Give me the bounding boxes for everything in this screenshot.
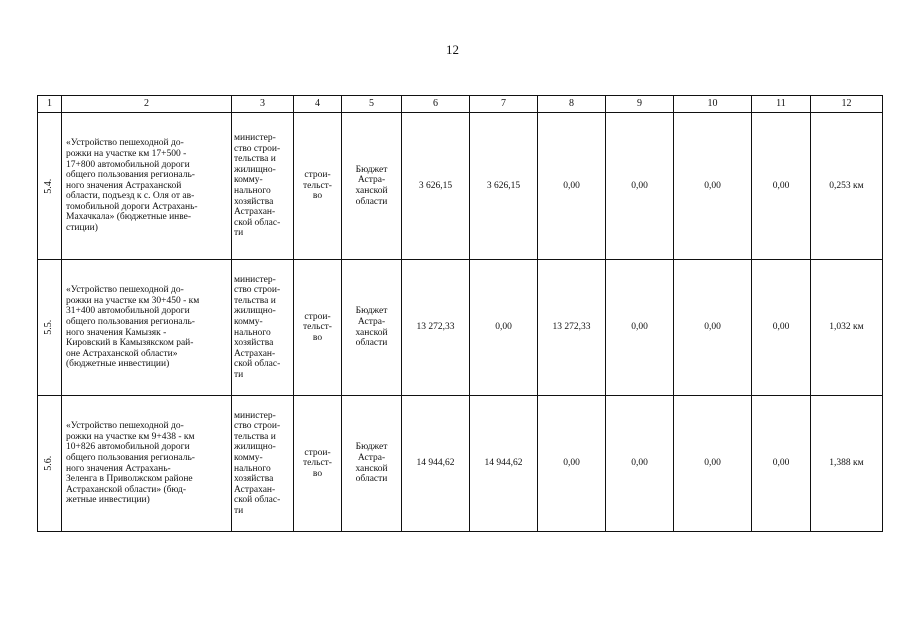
budget-source-line: ханской: [355, 463, 388, 474]
object-name-line: Махачкала» (бюджетные инве-: [66, 212, 192, 223]
value-cell: 14 944,62: [402, 396, 470, 532]
value-cell: 14 944,62: [470, 396, 538, 532]
organization-cell: [232, 260, 294, 396]
organization-line: ти: [234, 369, 244, 380]
object-name-line: «Устройство пешеходной до-: [66, 285, 184, 296]
organization-line: хозяйства: [234, 196, 274, 207]
object-name-line: жетные инвестиции): [66, 495, 150, 506]
header-row: [38, 96, 883, 113]
budget-source-line: Бюджет: [355, 442, 388, 453]
organization-line: жилищно-: [234, 164, 276, 175]
organization-line: тельства и: [234, 154, 276, 165]
object-name-line: общего пользования региональ-: [66, 316, 195, 327]
organization-line: министер-: [234, 410, 276, 421]
object-name-line: ного значения Астраханской: [66, 180, 182, 191]
organization-line: тельства и: [234, 295, 276, 306]
row-number-cell: [38, 396, 62, 532]
row-number-cell: [38, 113, 62, 260]
object-name-line: рожки на участке км 17+500 -: [66, 148, 187, 159]
object-name-line: 17+800 автомобильной дороги: [66, 159, 190, 170]
value-cell: 0,00: [606, 260, 674, 396]
column-header: 12: [811, 96, 883, 113]
object-name-cell: [62, 396, 232, 532]
value-cell: 0,00: [752, 113, 811, 260]
object-name-line: Астраханской области» (бюд-: [66, 484, 187, 495]
organization-line: хозяйства: [234, 474, 274, 485]
page-number: 12: [446, 42, 459, 57]
organization-line: нального: [234, 186, 271, 196]
organization-line: комму-: [234, 175, 263, 186]
object-name-line: области, подъезд к с. Оля от ав-: [66, 191, 195, 202]
budget-source-line: области: [355, 196, 388, 207]
activity-type-line: тельст-: [303, 458, 332, 469]
activity-type-line: строи-: [304, 447, 331, 458]
budget-source-cell: [342, 396, 402, 532]
object-name-line: Зеленга в Приволжском районе: [66, 474, 193, 485]
budget-source-line: ханской: [355, 327, 388, 338]
organization-line: ской облас-: [234, 217, 281, 228]
column-header: 7: [470, 96, 538, 113]
object-name-line: оне Астраханской области»: [66, 348, 178, 359]
activity-type-cell: [294, 113, 342, 260]
column-header: 3: [232, 96, 294, 113]
value-cell: 0,00: [674, 396, 752, 532]
value-cell: 13 272,33: [538, 260, 606, 396]
organization-line: хозяйства: [234, 338, 274, 349]
object-name-line: общего пользования региональ-: [66, 170, 195, 181]
organization-line: ство строи-: [234, 285, 281, 296]
activity-type-line: строи-: [304, 170, 331, 181]
organization-line: жилищно-: [234, 306, 276, 317]
organization-line: Астрахан-: [234, 207, 276, 218]
object-name-line: общего пользования региональ-: [66, 452, 195, 463]
column-header: 5: [342, 96, 402, 113]
object-name-line: «Устройство пешеходной до-: [66, 138, 184, 149]
activity-type-line: во: [312, 468, 323, 479]
budget-source-cell: [342, 260, 402, 396]
activity-type-line: строи-: [304, 311, 331, 322]
organization-cell: [232, 113, 294, 260]
organization-line: комму-: [234, 316, 263, 327]
budget-source-line: Бюджет: [355, 164, 388, 175]
activity-type-cell: [294, 260, 342, 396]
value-cell: 0,00: [752, 260, 811, 396]
object-name-line: стиции): [66, 223, 98, 234]
budget-source-line: Астра-: [357, 316, 386, 327]
organization-line: ти: [234, 228, 244, 239]
table-row: [38, 113, 883, 260]
column-header: 11: [752, 96, 811, 113]
value-cell: 0,00: [538, 396, 606, 532]
value-cell: 0,00: [470, 260, 538, 396]
organization-line: ство строи-: [234, 421, 281, 432]
budget-source-line: области: [355, 474, 388, 485]
organization-cell: [232, 396, 294, 532]
budget-source-cell: [342, 113, 402, 260]
value-cell: 0,00: [606, 396, 674, 532]
object-name-line: Кировский в Камызякском рай-: [66, 338, 194, 349]
activity-type-line: тельст-: [303, 322, 332, 333]
object-name-cell: [62, 113, 232, 260]
budget-source-line: Бюджет: [355, 306, 388, 317]
organization-line: комму-: [234, 452, 263, 463]
organization-line: жилищно-: [234, 442, 276, 453]
value-cell: 0,00: [752, 396, 811, 532]
budget-source-line: Астра-: [357, 175, 386, 186]
organization-line: Астрахан-: [234, 484, 276, 495]
organization-line: ство строи-: [234, 143, 281, 154]
column-header: 10: [674, 96, 752, 113]
organization-line: тельства и: [234, 431, 276, 442]
column-header: 4: [294, 96, 342, 113]
budget-source-line: ханской: [355, 186, 388, 196]
object-name-line: (бюджетные инвестиции): [66, 359, 170, 370]
row-number-cell: [38, 260, 62, 396]
organization-line: ти: [234, 505, 244, 516]
value-cell: 3 626,15: [470, 113, 538, 260]
activity-type-line: во: [312, 332, 323, 343]
column-header: 1: [38, 96, 62, 113]
organization-line: министер-: [234, 133, 276, 144]
object-name-line: 31+400 автомобильной дороги: [66, 306, 190, 317]
value-cell: 0,00: [674, 113, 752, 260]
object-name-line: ного значения Камызяк -: [66, 327, 167, 338]
object-name-line: рожки на участке км 9+438 - км: [66, 431, 195, 442]
organization-line: ской облас-: [234, 495, 281, 506]
program-table: [37, 95, 883, 532]
value-cell: 13 272,33: [402, 260, 470, 396]
budget-source-line: области: [355, 338, 388, 349]
object-name-line: 10+826 автомобильной дороги: [66, 442, 190, 453]
object-name-line: рожки на участке км 30+450 - км: [66, 295, 200, 306]
object-name-line: томобильной дороги Астрахань-: [66, 201, 198, 212]
row-number: 5.5.: [43, 320, 55, 335]
table-row: [38, 260, 883, 396]
value-cell: 3 626,15: [402, 113, 470, 260]
value-cell: 0,00: [606, 113, 674, 260]
organization-line: ской облас-: [234, 359, 281, 370]
object-name-line: ного значения Астрахань-: [66, 463, 171, 474]
value-cell: 0,00: [538, 113, 606, 260]
column-header: 2: [62, 96, 232, 113]
budget-source-line: Астра-: [357, 452, 386, 463]
column-header: 8: [538, 96, 606, 113]
activity-type-line: во: [312, 191, 323, 202]
organization-line: Астрахан-: [234, 348, 276, 359]
organization-line: министер-: [234, 274, 276, 285]
column-header: 9: [606, 96, 674, 113]
length-cell: 1,032 км: [811, 260, 883, 396]
activity-type-cell: [294, 396, 342, 532]
row-number: 5.6.: [43, 456, 55, 471]
column-header: 6: [402, 96, 470, 113]
organization-line: нального: [234, 463, 271, 474]
length-cell: 1,388 км: [811, 396, 883, 532]
table-row: [38, 396, 883, 532]
object-name-cell: [62, 260, 232, 396]
object-name-line: «Устройство пешеходной до-: [66, 421, 184, 432]
length-cell: 0,253 км: [811, 113, 883, 260]
activity-type-line: тельст-: [303, 180, 332, 191]
row-number: 5.4.: [43, 178, 55, 194]
organization-line: нального: [234, 327, 271, 338]
value-cell: 0,00: [674, 260, 752, 396]
